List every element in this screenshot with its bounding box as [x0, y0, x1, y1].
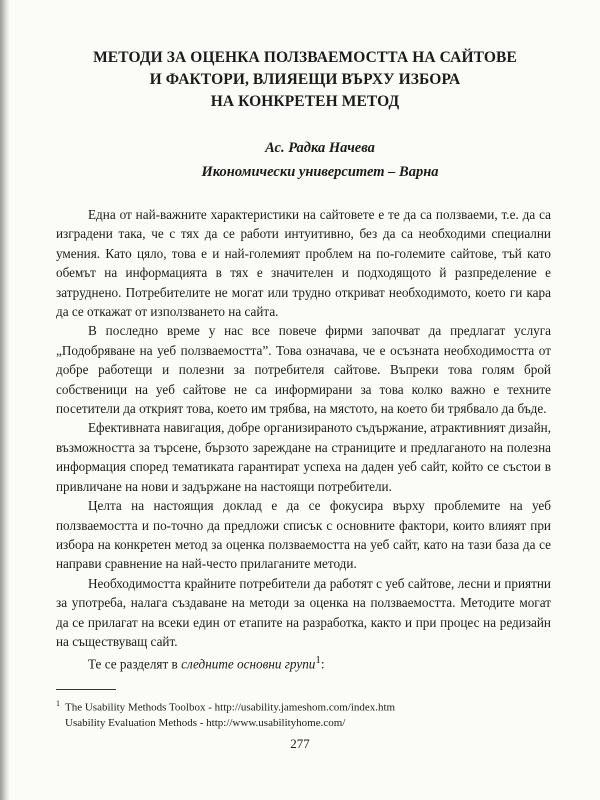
paragraph-6 [56, 651, 551, 674]
footnote [56, 696, 551, 731]
author-affiliation: Икономически университет – Варна [201, 164, 439, 180]
paragraph-1: Една от най-важните характеристики на сайтовете е те да са ползваеми, т.е. да са изградени така, че с тях да се работи интуитивно, без да са необходими специални умения. Като цяло, това е и най-големият проблем на по-големите сайтове, тъй като обемът на информацията в тях е значителен и подходящото й разпределение е затруднено. Потребителите не могат или трудно откриват необходимото, което ги кара да се откажат от използването на сайта. [56, 207, 551, 320]
paragraph-6-text: Те се разделят в [88, 656, 182, 672]
paper-title [50, 47, 560, 113]
paragraph-6-end: : [320, 656, 325, 672]
footnote-reference: 1 [315, 654, 321, 667]
paragraph-4: Целта на настоящия доклад е да се фокусира върху проблемите на уеб ползваемостта и по-точно да предложи списък с основните фактори, които влияят при избора на конкретен метод за оценка ползваемостта на уеб сайт, като на тази база да се направи сравнение на най-често прилаганите методи. [56, 498, 551, 572]
footnote-separator [56, 689, 116, 690]
footnote-line-2: Usability Evaluation Methods - http://www.usabilityhome.com/ [65, 716, 346, 729]
author-block [50, 136, 590, 184]
body-text [56, 205, 551, 674]
title-line-3: НА КОНКРЕТЕН МЕТОД [210, 93, 400, 110]
title-line-1: МЕТОДИ ЗА ОЦЕНКА ПОЛЗВАЕМОСТТА НА САЙТОВЕ [93, 49, 517, 66]
page-edge-shadow [0, 0, 10, 800]
page-number: 277 [290, 736, 310, 751]
author-name: Ас. Радка Начева [265, 140, 375, 156]
title-line-2: И ФАКТОРИ, ВЛИЯЕЩИ ВЪРХУ ИЗБОРА [149, 71, 461, 88]
paragraph-5: Необходимостта крайните потребители да работят с уеб сайтове, лесни и приятни за употреба, налага създаване на методи за оценка на ползваемостта. Методите могат да се прилагат на всеки един от етапите на разработка, както и при процес на редизайн на съществуващ сайт. [56, 575, 551, 649]
footnote-line-1: The Usability Methods Toolbox - http://usability.jameshom.com/index.htm [65, 701, 396, 714]
paragraph-3: Ефективната навигация, добре организираното съдържание, атрактивният дизайн, възможността за търсене, бързото зареждане на страниците и предлаганото на полезна информация според тематиката гарантират успеха на даден уеб сайт, който се състои в привличане на нови и задържане на настоящи потребители. [56, 420, 551, 494]
footnote-mark: 1 [56, 699, 60, 708]
paragraph-2: В последно време у нас все повече фирми започват да предлагат услуга „Подобряване на уеб ползваемостта”. Това означава, че е осъзната необходимостта от добре работещи и полезни за потребителя сайтове. Въпреки това голям брой собственици на уеб сайтове не са информирани за това колко важно е техните посетители да открият това, което им трябва, на мястото, на което би трябвало да бъде. [56, 323, 551, 417]
paragraph-6-emphasis: следните основни групи [181, 656, 316, 672]
